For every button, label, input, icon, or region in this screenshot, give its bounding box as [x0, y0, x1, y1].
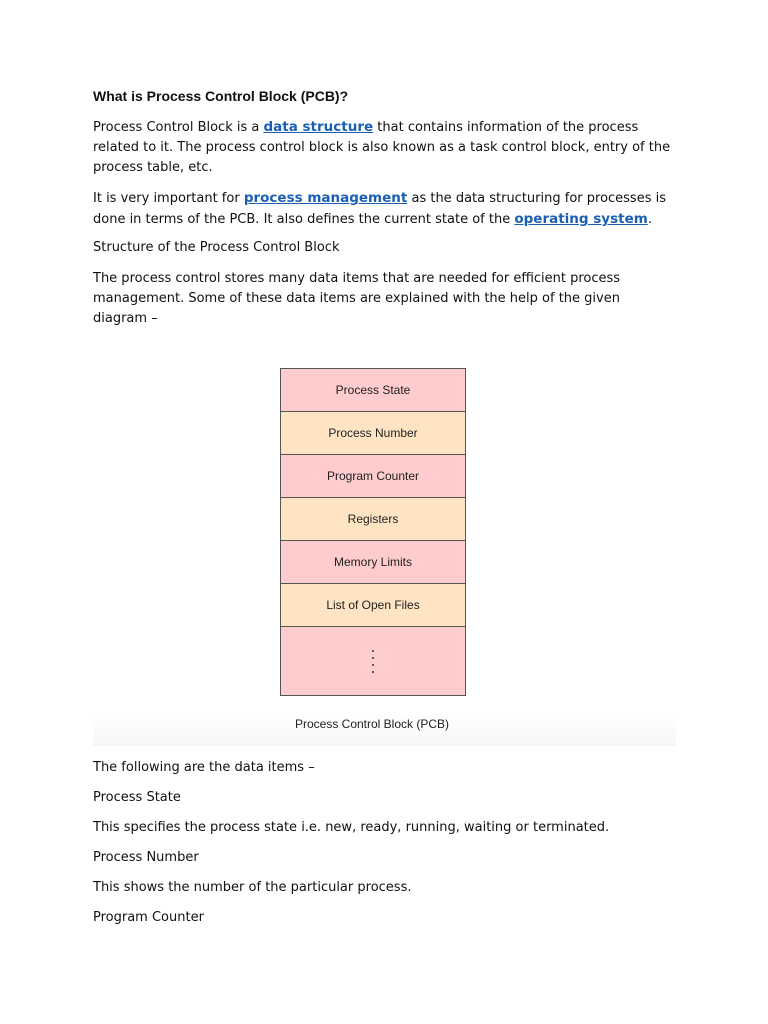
item-process-state-desc: This specifies the process state i.e. new, ready, running, waiting or terminated. [93, 820, 610, 835]
pcb-diagram [280, 368, 466, 696]
item-program-counter-title: Program Counter [93, 910, 204, 925]
intro-text-before: Process Control Block is a [93, 120, 264, 135]
ellipsis-dot [372, 664, 374, 666]
diagram-caption: Process Control Block (PCB) [294, 717, 450, 731]
pcb-row-process-number: Process Number [281, 412, 465, 455]
pcb-row-process-state: Process State [281, 369, 465, 412]
process-management-link[interactable]: process management [243, 190, 408, 206]
page-title: What is Process Control Block (PCB)? [93, 88, 349, 104]
pcb-row-ellipsis [281, 627, 465, 695]
ellipsis-dot [372, 650, 374, 652]
ellipsis-dot [372, 657, 374, 659]
importance-paragraph [93, 188, 678, 230]
intro-text-after: that contains information of the process related to it. The process control block is also known as a task control block, entry of the process table, etc. [93, 120, 671, 175]
intro-paragraph [93, 117, 678, 178]
items-intro: The following are the data items – [93, 760, 315, 775]
pcb-row-program-counter: Program Counter [281, 455, 465, 498]
pcb-row-open-files: List of Open Files [281, 584, 465, 627]
operating-system-link[interactable]: operating system [514, 211, 648, 227]
structure-subheading: Structure of the Process Control Block [93, 240, 340, 255]
pcb-row-registers: Registers [281, 498, 465, 541]
pcb-row-memory-limits: Memory Limits [281, 541, 465, 584]
item-process-state-title: Process State [93, 790, 181, 805]
importance-text-after: . [647, 212, 652, 227]
structure-paragraph: The process control stores many data items that are needed for efficient process management. Some of these data items are explained with the help of the given diagram – [93, 271, 621, 326]
ellipsis-dot [372, 671, 374, 673]
importance-text-middle: as the data structuring for processes is done in terms of the PCB. It also defines the current state of the [93, 191, 666, 227]
data-structure-link[interactable]: data structure [263, 119, 374, 135]
item-process-number-desc: This shows the number of the particular process. [93, 880, 412, 895]
importance-text-before: It is very important for [93, 191, 244, 206]
item-process-number-title: Process Number [93, 850, 199, 865]
